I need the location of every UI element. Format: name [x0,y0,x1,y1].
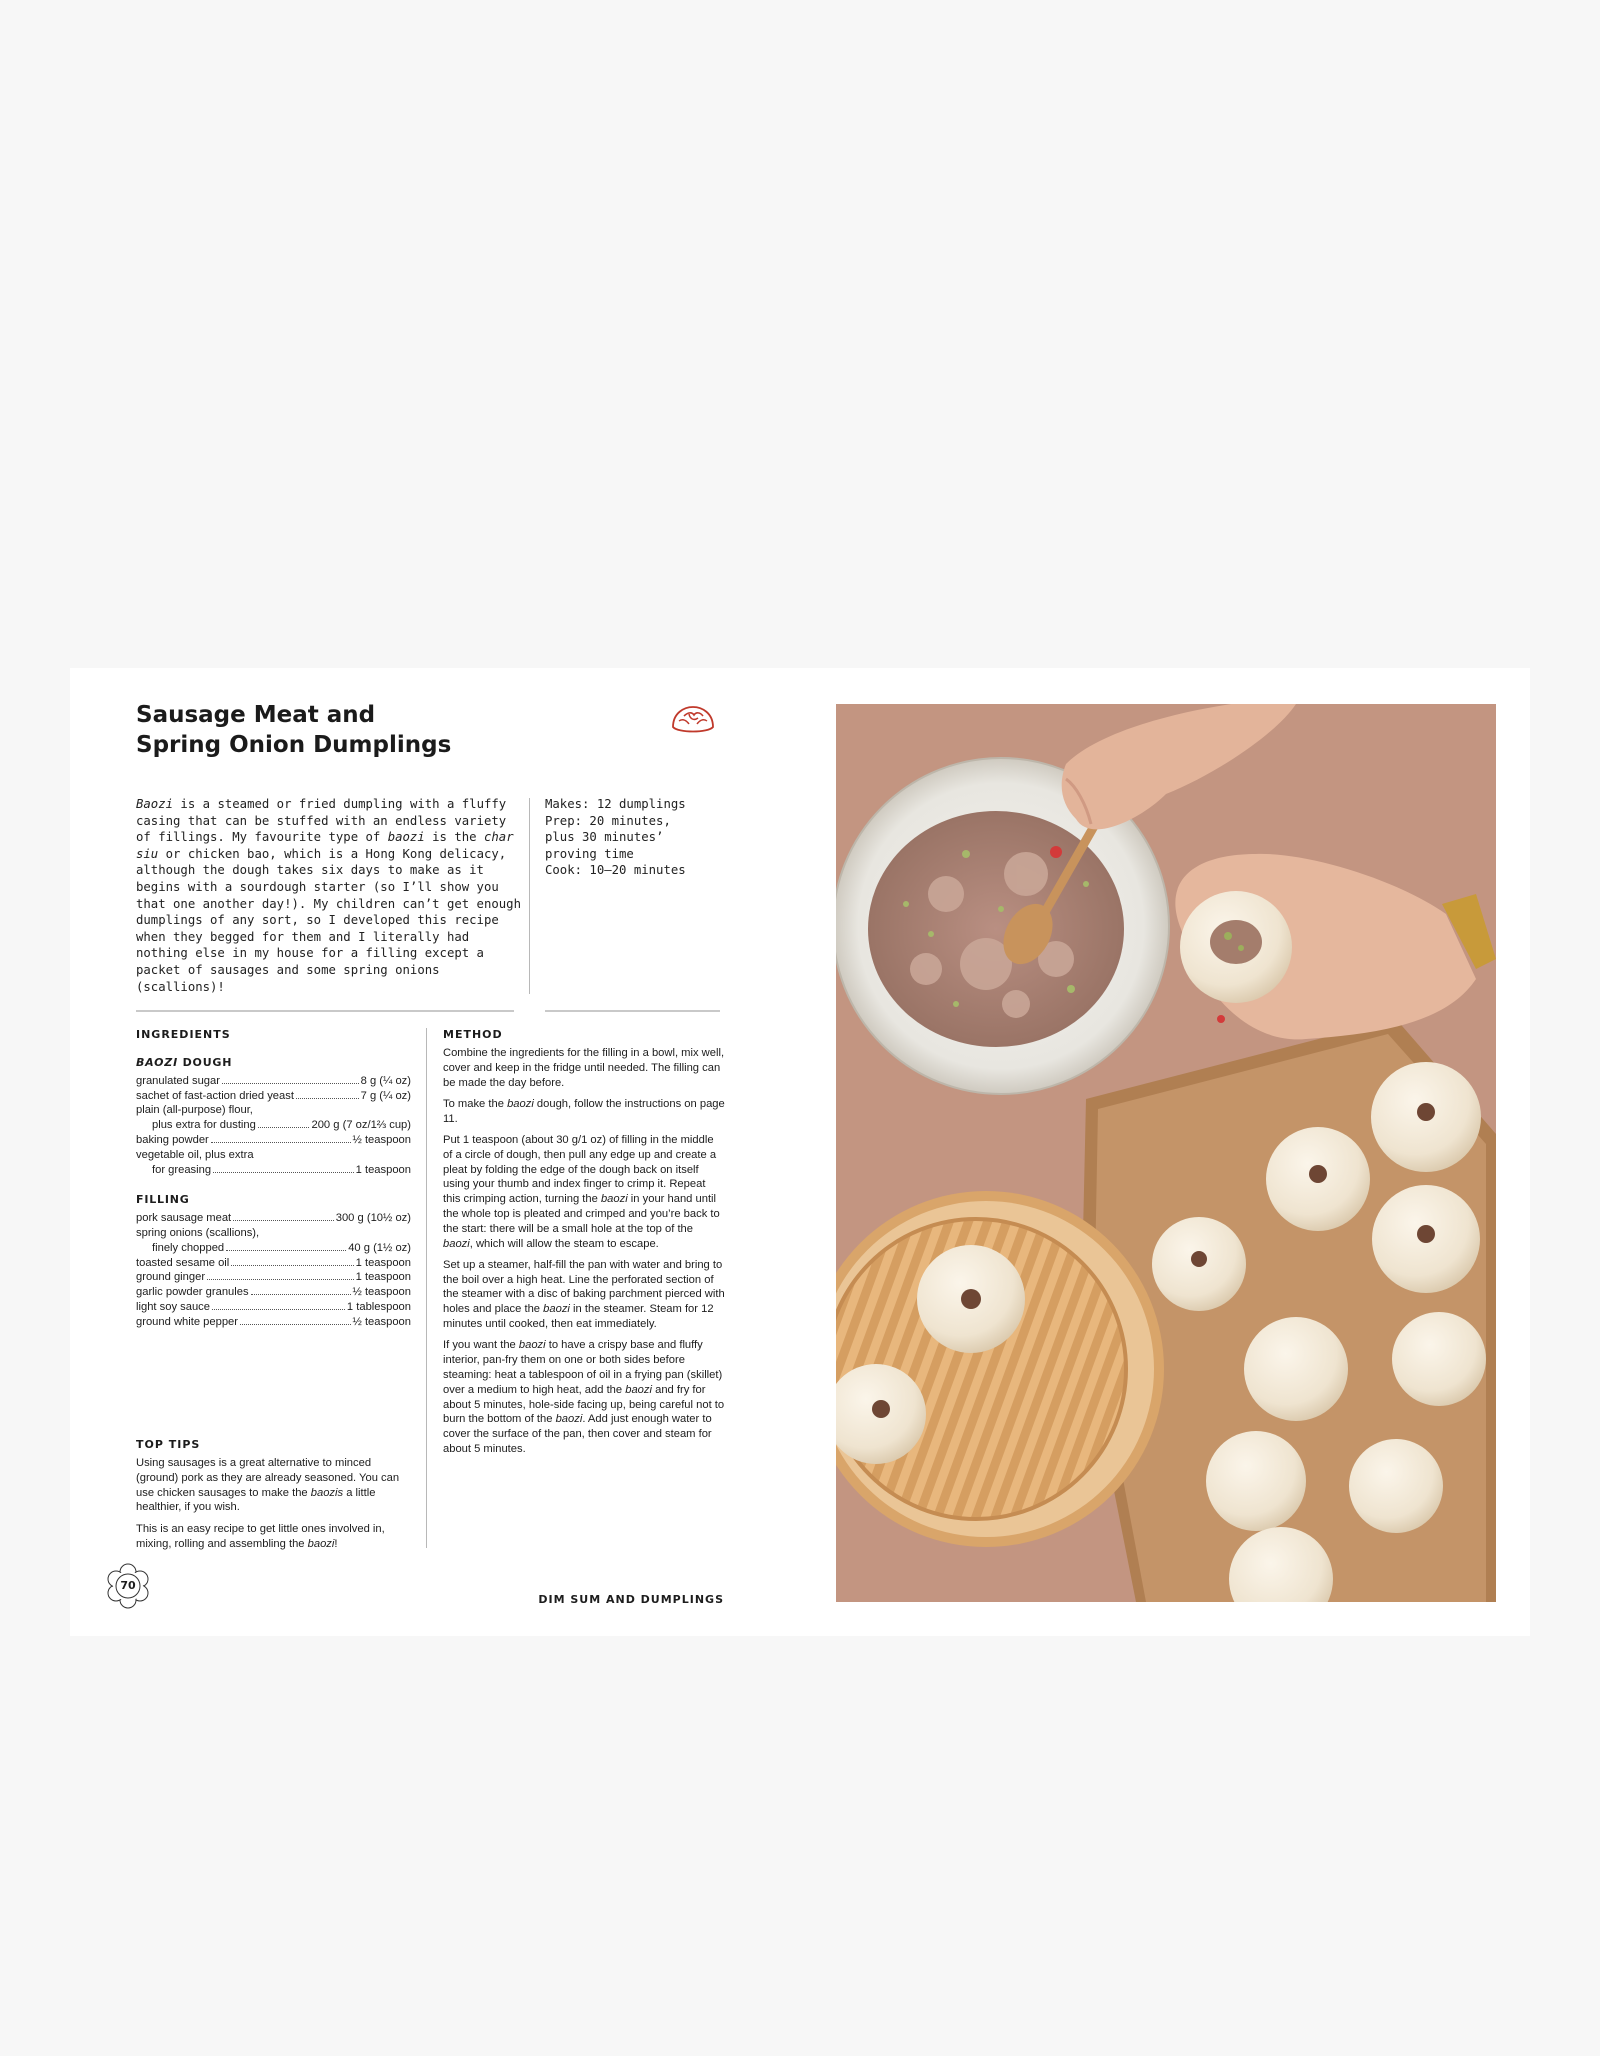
leader-dots [258,1127,310,1128]
text-run: is the [424,830,484,845]
italic-term: baozi [387,830,425,845]
paragraph [443,1046,725,1090]
ingredient-quantity: 200 g (7 oz/1⅔ cup) [311,1119,411,1132]
ingredient-row [136,1300,411,1315]
ingredient-row [136,1256,411,1271]
ingredient-row [136,1226,411,1241]
method-heading: METHOD [443,1028,503,1041]
leader-dots [231,1265,353,1266]
text-run: Set up a steamer, half-fill the pan with water and bring to the boil over a high heat. Line the perforated section of the steamer with a disc of baking parchment pierced with holes and place the [443,1258,725,1316]
text-run: a little healthier, if you wish. [136,1486,376,1514]
ingredient-name: light soy sauce [136,1300,211,1313]
ingredient-quantity: 7 g (¼ oz) [360,1089,411,1102]
italic-term: baozi [443,1237,470,1250]
ingredient-name: pork sausage meat [136,1212,232,1225]
leader-dots [207,1279,354,1280]
paragraph [443,1258,725,1332]
ingredient-row [136,1074,411,1089]
italic-term: baozi [507,1097,534,1110]
paragraph [136,1456,411,1515]
ingredient-quantity: 8 g (¼ oz) [360,1074,411,1087]
paragraph [443,1097,725,1127]
makes-text: Makes: 12 dumplings [545,797,686,811]
prep-text-cont: plus 30 minutes’ [545,830,664,845]
cook-text: Cook: 10–20 minutes [545,863,686,878]
dough-heading-rest: DOUGH [177,1056,233,1069]
section-footer: DIM SUM AND DUMPLINGS [538,1593,724,1606]
recipe-title [136,700,556,760]
text-run: ! [334,1537,338,1550]
ingredient-quantity: 1 tablespoon [346,1300,411,1313]
ingredient-row [136,1118,411,1133]
prep-text: Prep: 20 minutes, [545,813,671,828]
paragraph [443,1338,725,1456]
leader-dots [251,1294,351,1295]
ingredient-row [136,1103,411,1118]
text-run: . Add just enough water to cover the surface of the pan, then cover and steam for about 5 minutes. [443,1413,712,1455]
ingredient-row [136,1211,411,1226]
text-run: To make the [443,1097,508,1110]
leader-dots [226,1250,346,1251]
paragraph [136,1522,411,1552]
method-text [443,1046,725,1463]
italic-term: baozis [310,1486,344,1499]
ingredient-name: spring onions (scallions), [136,1226,260,1239]
recipe-title-line-2: Spring Onion Dumplings [136,732,452,758]
italic-term: baozi [543,1303,570,1316]
column-divider [426,1028,427,1548]
text-run: If you want the [443,1339,519,1352]
ingredient-name: plus extra for dusting [152,1119,256,1132]
dough-heading [136,1056,411,1071]
filling-ingredients [136,1211,411,1329]
section-rule [136,1010,514,1012]
leader-dots [222,1083,359,1084]
ingredient-name: granulated sugar [136,1074,220,1087]
ingredient-name: for greasing [152,1163,212,1176]
text-run: Using sausages is a great alternative to minced (ground) pork as they are already seasoned. You can use chicken sausages to make the [136,1457,400,1499]
ingredient-quantity: 300 g (10½ oz) [335,1212,411,1225]
ingredient-row [136,1133,411,1148]
ingredient-quantity: ½ teaspoon [352,1315,411,1328]
ingredient-row [136,1148,411,1163]
ingredient-quantity: ½ teaspoon [352,1133,411,1146]
ingredient-row [136,1241,411,1256]
section-rule [545,1010,720,1012]
leader-dots [211,1142,351,1143]
text-run: in the steamer. Steam for 12 minutes until cooked, then eat immediately. [443,1303,714,1331]
italic-term: baozi [555,1413,583,1426]
prep-text-cont: proving time [545,846,634,861]
leader-dots [296,1098,359,1099]
text-run: is a steamed or fried dumpling with a fluffy casing that can be stuffed with an endless variety of fillings. My favourite type of [136,797,507,845]
ingredient-quantity: 1 teaspoon [355,1163,411,1176]
ingredient-quantity: 1 teaspoon [355,1271,411,1284]
text-run: or chicken bao, which is a Hong Kong delicacy, although the dough takes six days to make as it begins with a sourdough starter (so I’ll show you that one another day!). My children can’t get enough dumplings of any sort, so I developed this recipe when they begged for them and I literally had nothing else in my house for a filling except a packet of sausages and some spring onions (scallions)! [136,846,521,994]
page-number-badge [104,1562,152,1610]
filling-heading: FILLING [136,1193,190,1207]
ingredient-name: plain (all-purpose) flour, [136,1104,253,1117]
ingredients-heading: INGREDIENTS [136,1028,231,1041]
recipe-title-line-1: Sausage Meat and [136,702,376,728]
ingredient-name: finely chopped [152,1241,225,1254]
ingredient-name: baking powder [136,1133,209,1146]
ingredient-row [136,1285,411,1300]
italic-term: Baozi [136,797,174,811]
ingredient-name: ground white pepper [136,1315,239,1328]
italic-term: baozi [625,1383,652,1396]
leader-dots [212,1309,345,1310]
ingredient-row [136,1315,411,1330]
tips-text [136,1456,411,1559]
leader-dots [233,1220,334,1221]
text-run: and fry for about 5 minutes, hole-side facing up, being careful not to burn the bottom of the [443,1383,725,1426]
leader-dots [213,1172,354,1173]
dough-ingredients [136,1074,411,1178]
text-run: in your hand until the whole top is pleated and crimped and you’re back to the start: there will be a small hole at the top of the [443,1193,720,1235]
ingredient-name: sachet of fast-action dried yeast [136,1089,294,1102]
ingredient-name: vegetable oil, plus extra [136,1148,254,1161]
dumpling-icon [668,700,718,740]
ingredient-row [136,1163,411,1178]
text-run: , which will allow the steam to escape. [469,1237,659,1250]
recipe-meta [545,796,745,879]
dumplings-photo [836,704,1496,1602]
page-number: 70 [120,1579,136,1592]
paragraph [443,1133,725,1251]
ingredients-list [136,1050,411,1330]
text-run: Combine the ingredients for the filling in a bowl, mix well, cover and keep in the fridge until needed. The filling can be made the day before. [443,1047,725,1089]
text-run: Put 1 teaspoon (about 30 g/1 oz) of filling in the middle of a circle of dough, then pull any edge up and create a pleat by folding the edge of the dough back on itself using your thumb and index finger to crimp it. Repeat this crimping action, turning the [443,1133,717,1206]
ingredient-quantity: ½ teaspoon [352,1286,411,1299]
text-run: This is an easy recipe to get little ones involved in, mixing, rolling and assembling the [136,1523,385,1550]
italic-term: char siu [136,830,514,861]
ingredient-name: garlic powder granules [136,1286,249,1299]
italic-term: baozi [600,1193,628,1206]
italic-term: baozi [518,1339,546,1352]
leader-dots [240,1324,351,1325]
ingredient-row [136,1089,411,1104]
text-run: dough, follow the instructions on page 11. [443,1097,725,1125]
left-page [70,668,800,1636]
ingredient-name: ground ginger [136,1271,206,1284]
dough-heading-italic: BAOZI [136,1056,178,1069]
ingredient-quantity: 40 g (1½ oz) [348,1241,411,1254]
tips-heading: TOP TIPS [136,1438,201,1451]
ingredient-row [136,1270,411,1285]
italic-term: baozi [307,1537,335,1550]
ingredient-quantity: 1 teaspoon [355,1256,411,1269]
text-run: to have a crispy base and fluffy interior, pan-fry them on one or both sides before steaming: heat a tablespoon of oil in a frying pan (skillet) over a medium to high heat, add the [443,1339,723,1396]
recipe-intro [136,796,521,995]
intro-divider [529,798,530,994]
ingredient-name: toasted sesame oil [136,1256,230,1269]
book-spread [70,668,1530,1636]
